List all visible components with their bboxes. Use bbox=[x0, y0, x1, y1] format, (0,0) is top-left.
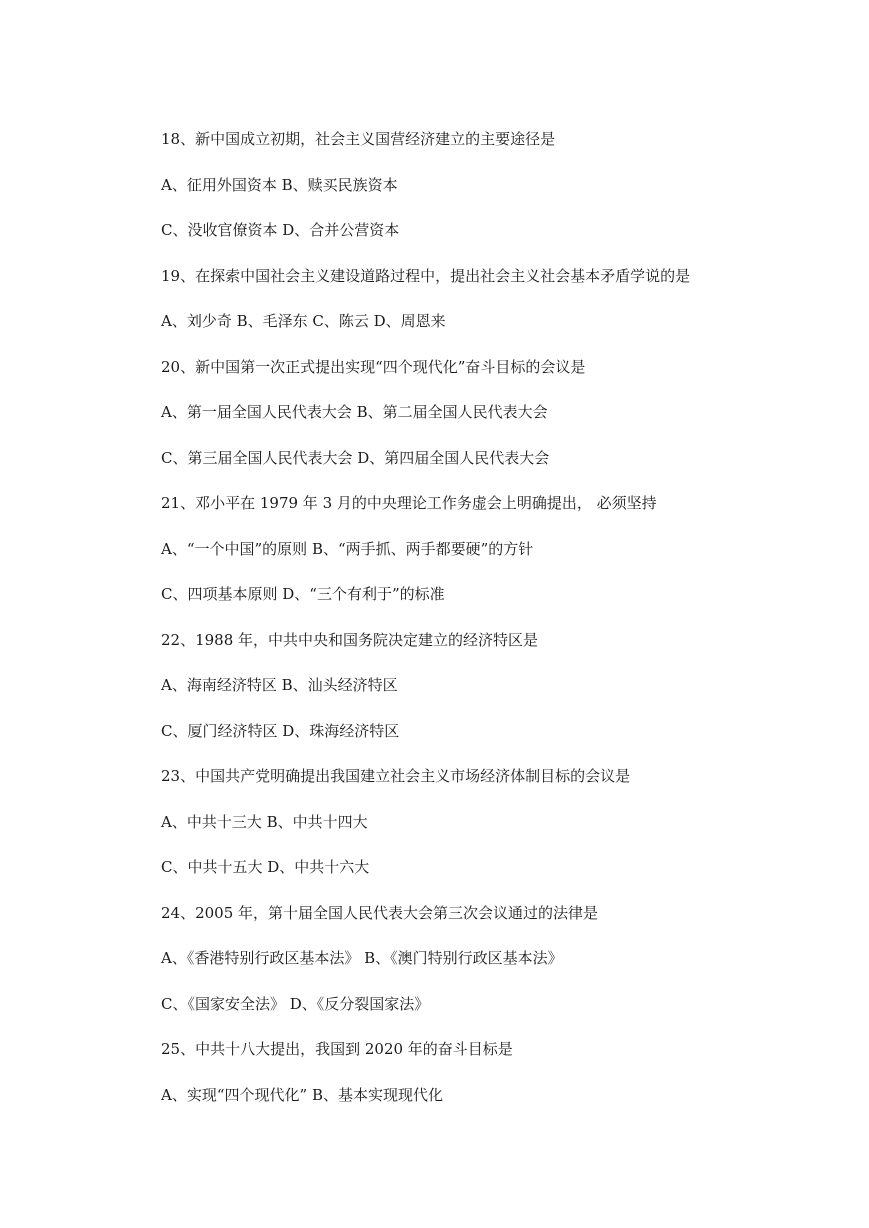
question-18-options-cd: C、没收官僚资本 D、合并公营资本 bbox=[161, 221, 400, 239]
question-23: 23、中国共产党明确提出我国建立社会主义市场经济体制目标的会议是 bbox=[161, 767, 631, 785]
question-24: 24、2005 年，第十届全国人民代表大会第三次会议通过的法律是 bbox=[161, 904, 599, 922]
question-22-options-cd: C、厦门经济特区 D、珠海经济特区 bbox=[161, 722, 400, 740]
question-20-options-ab: A、第一届全国人民代表大会 B、第二届全国人民代表大会 bbox=[161, 403, 548, 421]
question-18: 18、新中国成立初期，社会主义国营经济建立的主要途径是 bbox=[161, 130, 556, 148]
question-25: 25、中共十八大提出，我国到 2020 年的奋斗目标是 bbox=[161, 1040, 513, 1058]
question-25-options-ab: A、实现“四个现代化” B、基本实现现代化 bbox=[161, 1086, 443, 1104]
question-18-options-ab: A、征用外国资本 B、赎买民族资本 bbox=[161, 176, 398, 194]
question-23-options-ab: A、中共十三大 B、中共十四大 bbox=[161, 813, 368, 831]
question-20: 20、新中国第一次正式提出实现“四个现代化”奋斗目标的会议是 bbox=[161, 358, 586, 376]
question-19-options: A、刘少奇 B、毛泽东 C、陈云 D、周恩来 bbox=[161, 312, 446, 330]
question-24-options-ab: A、《香港特别行政区基本法》 B、《澳门特别行政区基本法》 bbox=[161, 949, 563, 967]
question-20-options-cd: C、第三届全国人民代表大会 D、第四届全国人民代表大会 bbox=[161, 449, 550, 467]
question-21-options-ab: A、“一个中国”的原则 B、“两手抓、两手都要硬”的方针 bbox=[161, 540, 534, 558]
question-23-options-cd: C、中共十五大 D、中共十六大 bbox=[161, 858, 370, 876]
question-24-options-cd: C、《国家安全法》 D、《反分裂国家法》 bbox=[161, 995, 430, 1013]
question-21: 21、邓小平在 1979 年 3 月的中央理论工作务虚会上明确提出， 必须坚持 bbox=[161, 494, 657, 512]
question-22: 22、1988 年，中共中央和国务院决定建立的经济特区是 bbox=[161, 631, 539, 649]
question-21-options-cd: C、四项基本原则 D、“三个有利于”的标准 bbox=[161, 585, 445, 603]
question-22-options-ab: A、海南经济特区 B、汕头经济特区 bbox=[161, 676, 398, 694]
question-19: 19、在探索中国社会主义建设道路过程中，提出社会主义社会基本矛盾学说的是 bbox=[161, 267, 691, 285]
